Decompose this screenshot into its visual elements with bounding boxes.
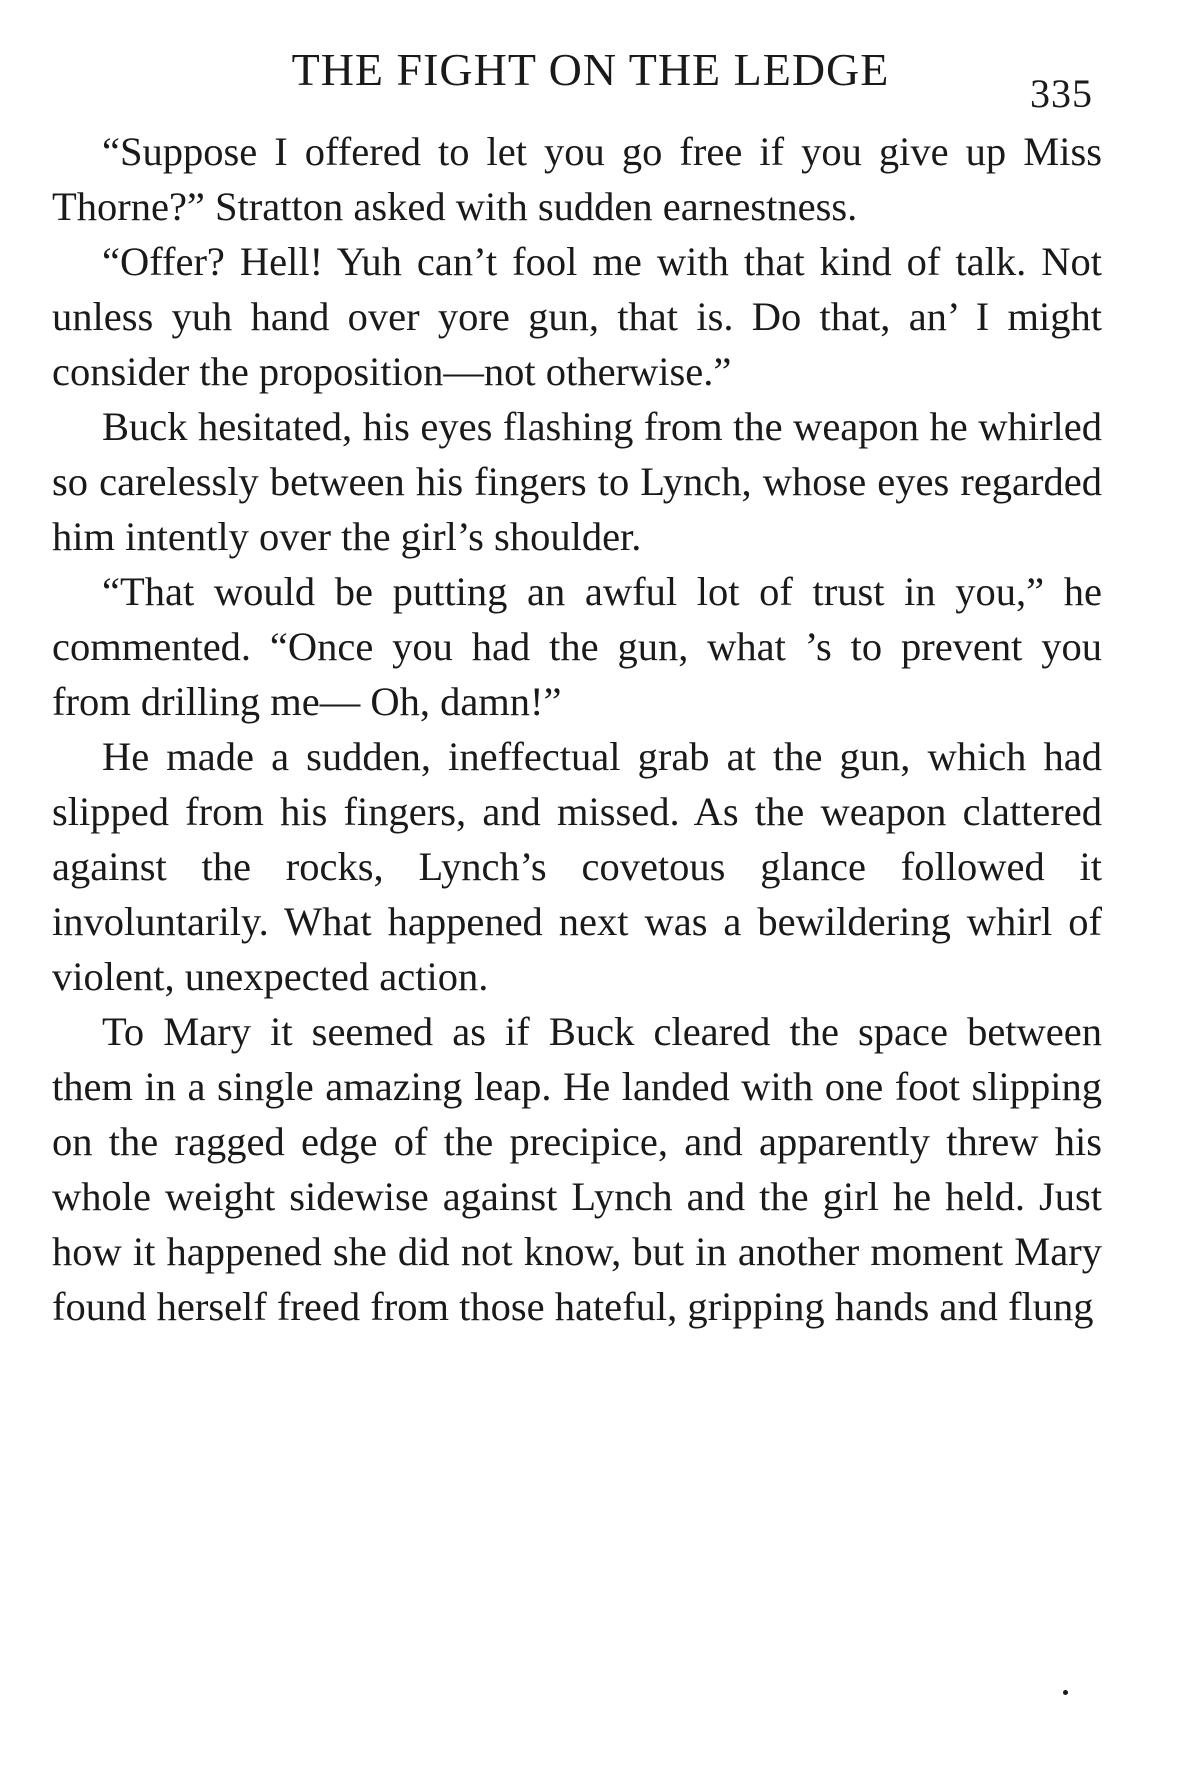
paragraph-1: “Suppose I offered to let you go free if you give up Miss Thorne?” Stratton asked with sudden earnestness.: [52, 129, 1102, 229]
ink-speck: [1063, 1690, 1068, 1695]
paragraph-2: “Offer? Hell! Yuh can’t fool me with that kind of talk. Not unless yuh hand over yore gun, that is. Do that, an’ I might consider the proposition—not otherwise.”: [52, 239, 1102, 394]
page-number: 335: [1030, 71, 1093, 116]
paragraph-6: To Mary it seemed as if Buck cleared the space between them in a single amazing leap. He landed with one foot slipping on the ragged edge of the precipice, and apparently threw his whole weight sidewise against Lynch and the girl he held. Just how it happened she did not know, but in another moment Mary found herself freed from those hateful, gripping hands and flung: [52, 1009, 1102, 1329]
running-head: [0, 40, 1181, 116]
paragraph-3: Buck hesitated, his eyes flashing from the weapon he whirled so carelessly between his fingers to Lynch, whose eyes regarded him intently over the girl’s shoulder.: [52, 404, 1102, 559]
paragraph-5: He made a sudden, ineffectual grab at the gun, which had slipped from his fingers, and missed. As the weapon clattered against the rocks, Lynch’s covetous glance followed it involuntarily. What happened next was a bewildering whirl of violent, unexpected action.: [52, 734, 1102, 999]
paragraph-4: “That would be putting an awful lot of trust in you,” he commented. “Once you had the gun, what ’s to prevent you from drilling me— Oh, damn!”: [52, 569, 1102, 724]
chapter-title: THE FIGHT ON THE LEDGE: [291, 44, 890, 95]
body-text: [52, 124, 1102, 1334]
